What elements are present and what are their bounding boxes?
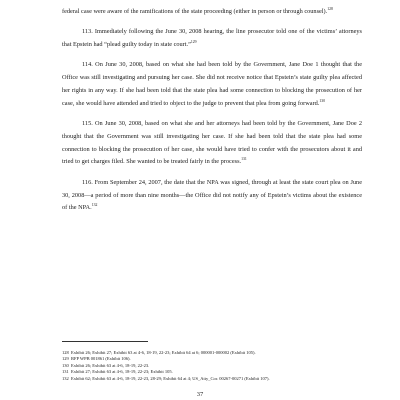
footnote-ref: 129 <box>190 40 197 44</box>
footnotes <box>62 350 362 382</box>
footnote-ref: 131 <box>241 157 247 162</box>
page-number: 37 <box>196 391 204 398</box>
footnote-129: 129 RFP WPB 001861 (Exhibit 106). <box>62 356 131 362</box>
paragraph-113: 113. Immediately following the June 30, 2008 hearing, the line prosecutor told one of the victims’ attorneys that Epstein had “plead guilty today in state court.”$^{129}$ <box>62 28 362 49</box>
footnote-131: 131 Exhibit 27; Exhibit 63 at 4-6, 18-19, 22-23; Exhibit 105. <box>62 369 173 375</box>
paragraph-114: 114. On June 30, 2008, based on what she had been told by the Government, Jane Doe 1 thought that the Office was still investigating and pursuing her case. She did not receive notice that Epstein’s state guilty plea affected her rights in any way. If she had been told that the state plea had some connection to blocking the prosecution of her case, she would have attended and tried to object to the judge to prevent that plea from going forward.$^{130}$ <box>62 61 362 107</box>
paragraph-116: 116. From September 24, 2007, the date that the NPA was signed, through at least the state court plea on June 30, 2008—a period of more than nine months—the Office did not notify any of Epstein’s victims about the existence of the NPA.$^{132}$ <box>62 178 362 212</box>
footnote-ref: 132 <box>91 203 98 208</box>
footnote-ref: 128 <box>327 6 333 11</box>
footnote-128: 128 Exhibit 26; Exhibit 27; Exhibit 63 at 4-6, 18-19, 22-23; Exhibit 64 at 6; 000001-000002 (Exhibit 105). <box>62 350 256 355</box>
footnote-divider <box>62 341 148 342</box>
paragraph-continuation: federal case were aware of the ramifications of the state proceeding (either in person or through counsel).$^{128}$ <box>62 6 333 15</box>
footnote-132: 132 Exhibit 62; Exhibit 63 at 4-6, 18-19, 22-23, 28-29; Exhibit 64 at 4; US_Atty_Cor. 00267-00271 (Exhibit 107). <box>62 375 270 381</box>
footnote-130: 130 Exhibit 26; Exhibit 63 at 4-6, 18-19, 22-23. <box>62 362 150 368</box>
paragraph-115: 115. On June 30, 2008, based on what she and her attorneys had been told by the Government, Jane Doe 2 thought that the Government was still investigating her case. If she had been told that the state plea had some connection to blocking the prosecution of her case, she would have tried to confer with the prosecutors about it and tried to get charges filed. She wanted to be treated fairly in the process.$^{131}$ <box>62 120 362 166</box>
footnote-ref: 130 <box>319 98 326 103</box>
body-text <box>62 6 362 223</box>
